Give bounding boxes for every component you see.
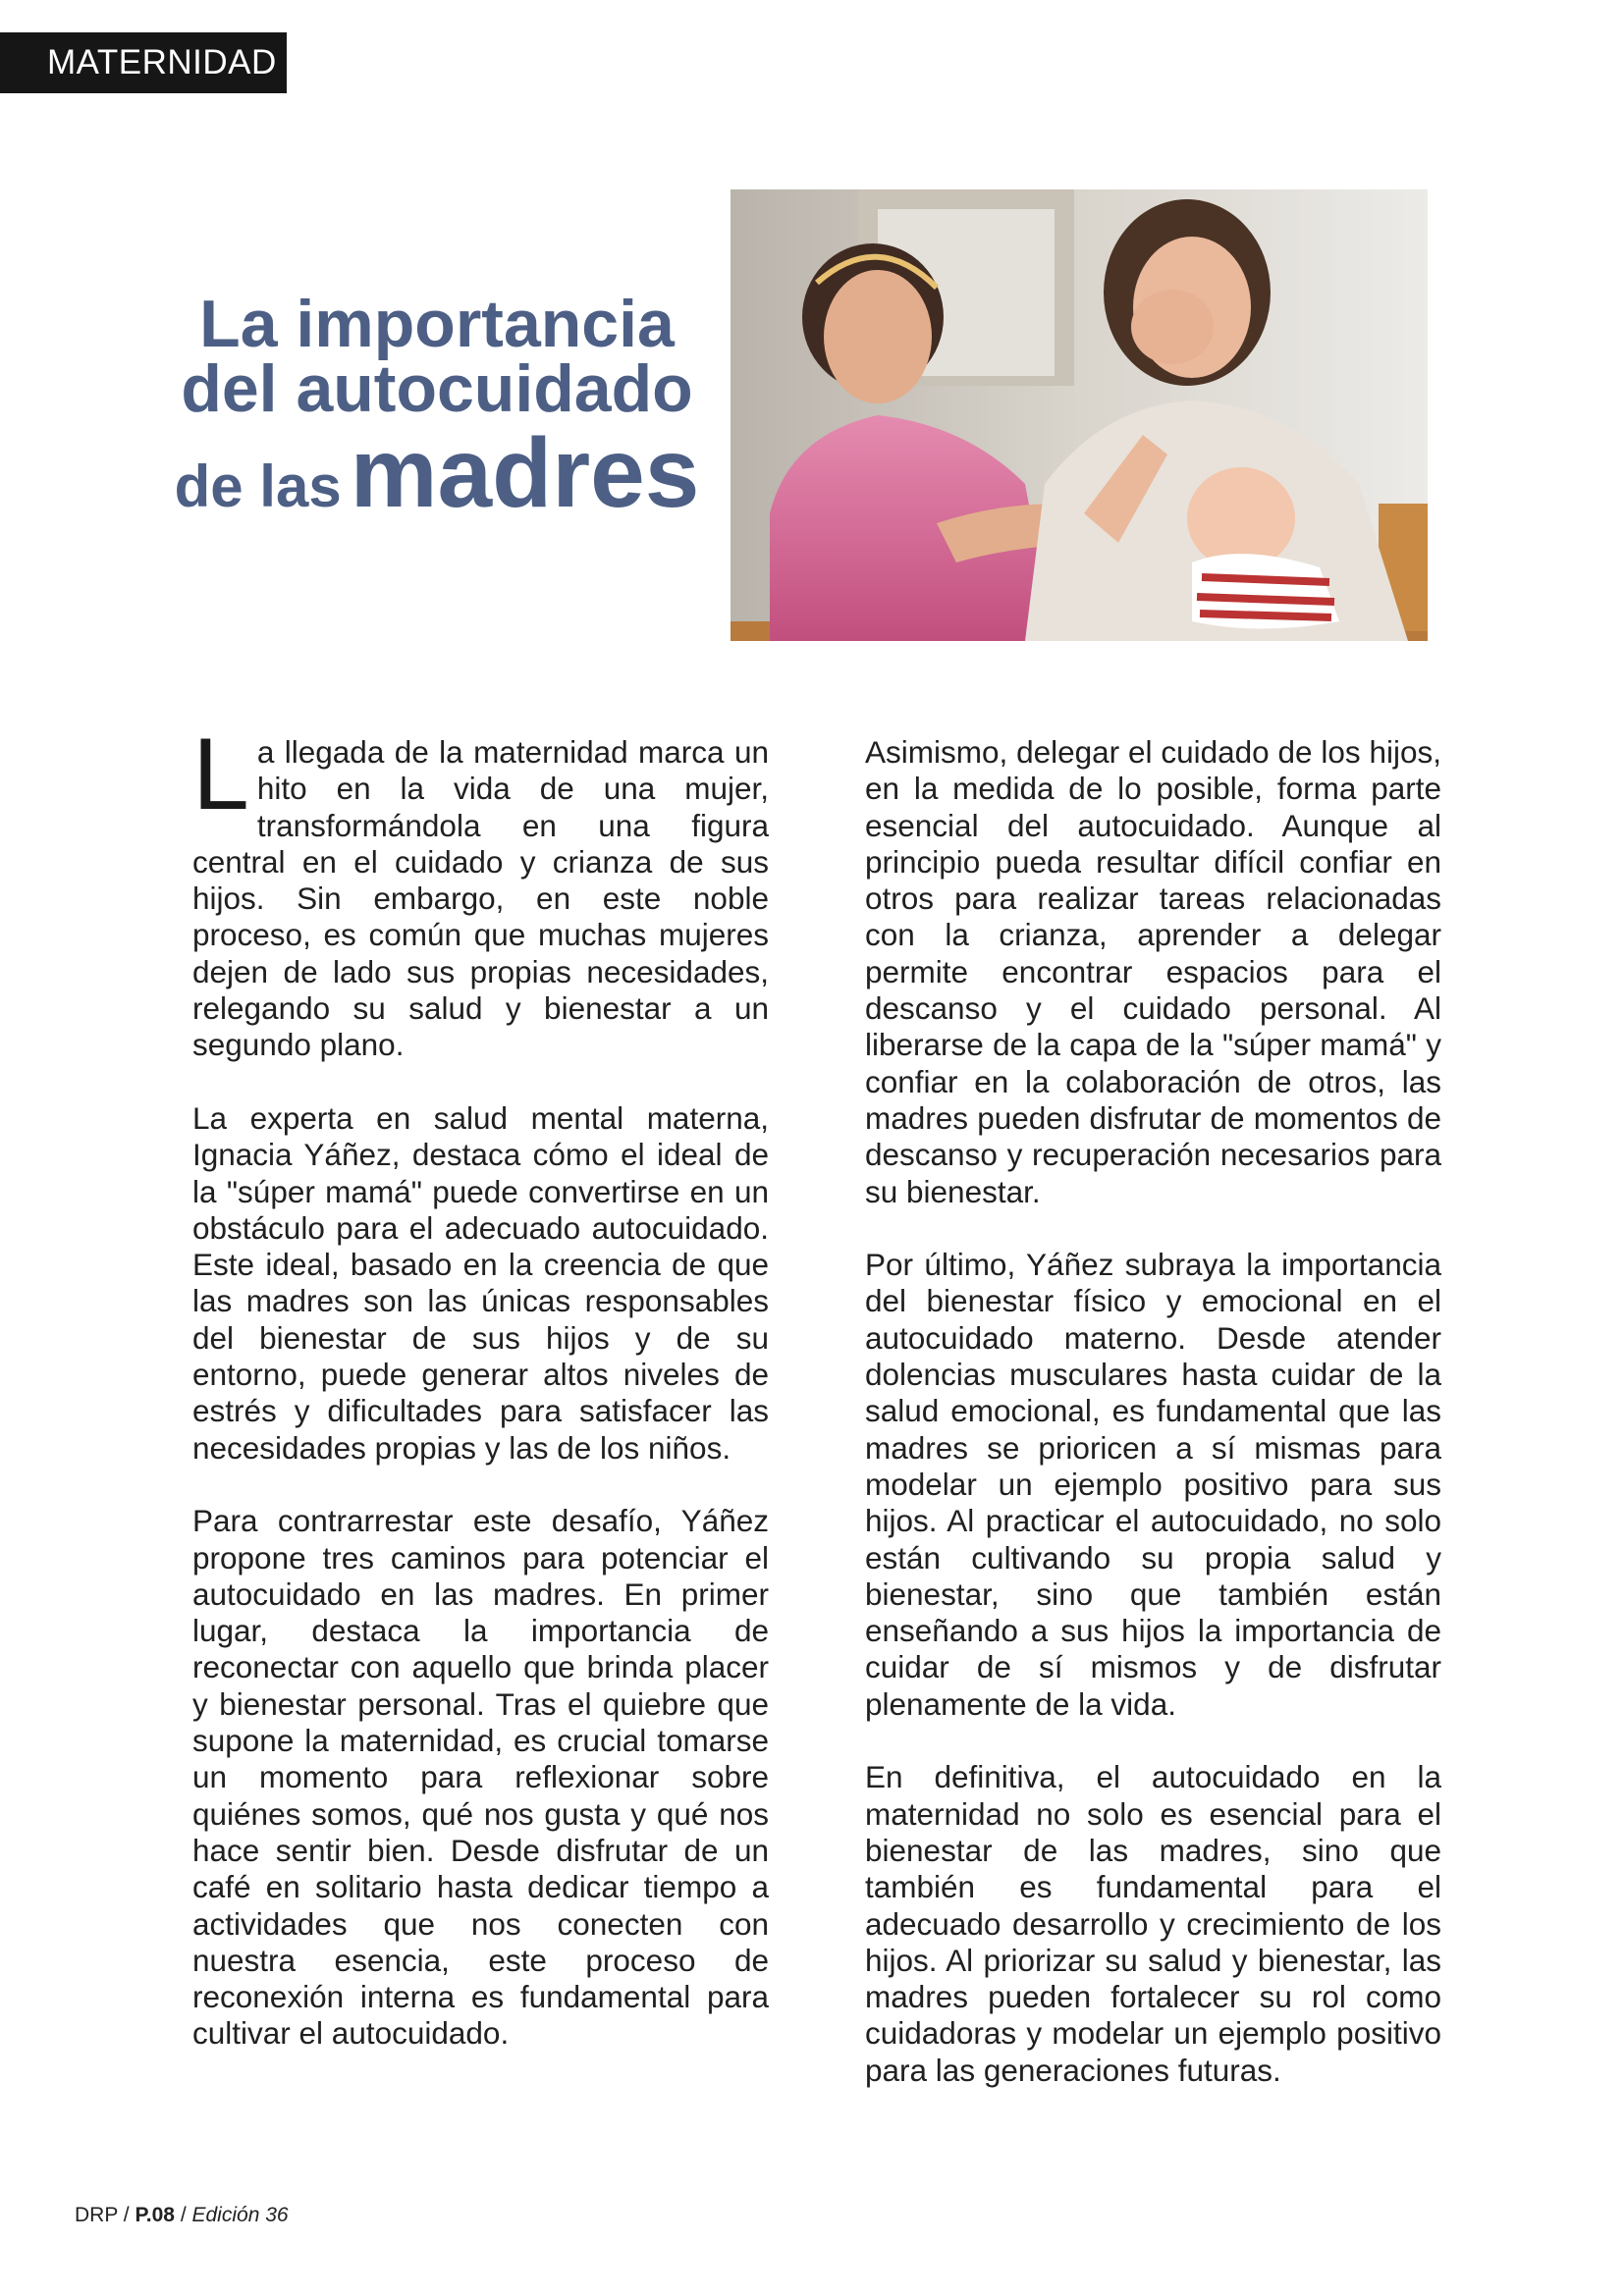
footer-edition: Edición 36: [191, 2204, 289, 2226]
title-line-2: del autocuidado: [181, 351, 693, 426]
article-title: [128, 287, 746, 528]
title-line-3: [128, 418, 746, 528]
footer-publication: DRP: [75, 2204, 118, 2226]
article-paragraph: Asimismo, delegar el cuidado de los hijos, en la medida de lo posible, forma parte esencial del autocuidado. Aunque al principio pueda resultar difícil confiar en otros para realizar tareas relacionadas con la crianza, aprender a delegar permite encontrar espacios para el descanso y el cuidado personal. Al liberarse de la capa de la "súper mamá" y confiar en la colaboración de otros, las madres pueden disfrutar de momentos de descanso y recuperación necesarios para su bienestar.: [865, 734, 1441, 1209]
paragraph-text: a llegada de la maternidad marca un hito en la vida de una mujer, transformándola en una figura central en el cuidado y crianza de sus hijos. Sin embargo, en este noble proceso, es común que muchas mujeres dejen de lado sus propias necesidades, relegando su salud y bienestar a un segundo plano.: [192, 734, 769, 1063]
page-footer: [75, 2204, 289, 2227]
article-paragraph: Para contrarrestar este desafío, Yáñez propone tres caminos para potenciar el autocuidado en las madres. En primer lugar, destaca la importancia de reconectar con aquello que brinda placer y bienestar personal. Tras el quiebre que supone la maternidad, es crucial tomarse un momento para reflexionar sobre quiénes somos, qué nos gusta y qué nos hace sentir bien. Desde disfrutar de un café en solitario hasta dedicar tiempo a actividades que nos conecten con nuestra esencia, este proceso de reconexión interna es fundamental para cultivar el autocuidado.: [192, 1503, 769, 2052]
footer-page-number: P.08: [135, 2204, 175, 2226]
footer-separator: /: [174, 2204, 192, 2226]
section-tag: MATERNIDAD: [0, 32, 287, 93]
title-line-3-emphasis: madres: [350, 418, 700, 528]
dropcap: L: [192, 718, 249, 831]
title-line-1: La importancia: [199, 287, 675, 361]
article-paragraph: En definitiva, el autocuidado en la maternidad no solo es esencial para el bienestar de las madres, sino que también es fundamental para el adecuado desarrollo y crecimiento de los hijos. Al priorizar su salud y bienestar, las madres pueden fortalecer su rol como cuidadoras y modelar un ejemplo positivo para las generaciones futuras.: [865, 1759, 1441, 2088]
article-column-right: [865, 734, 1441, 2125]
article-photo: [731, 189, 1428, 641]
footer-separator: /: [117, 2204, 135, 2226]
title-line-3-prefix: de las: [174, 454, 342, 519]
article-paragraph: Por último, Yáñez subraya la importancia del bienestar físico y emocional en el autocuidado materno. Desde atender dolencias musculares hasta cuidar de la salud emocional, es fundamental que las madres se prioricen a sí mismas para modelar un ejemplo positivo para sus hijos. Al practicar el autocuidado, no solo están cultivando su propia salud y bienestar, sino que también están enseñando a sus hijos la importancia de cuidar de sí mismos y de disfrutar plenamente de la vida.: [865, 1247, 1441, 1722]
article-paragraph: La experta en salud mental materna, Ignacia Yáñez, destaca cómo el ideal de la "súper mamá" puede convertirse en un obstáculo para el adecuado autocuidado. Este ideal, basado en la creencia de que las madres son las únicas responsables del bienestar de sus hijos y de su entorno, puede generar altos niveles de estrés y dificultades para satisfacer las necesidades propias y las de los niños.: [192, 1099, 769, 1466]
article-paragraph: [192, 718, 769, 1064]
photo-grandmother-mother-baby-icon: [731, 189, 1428, 641]
article-column-left: [192, 718, 769, 2089]
